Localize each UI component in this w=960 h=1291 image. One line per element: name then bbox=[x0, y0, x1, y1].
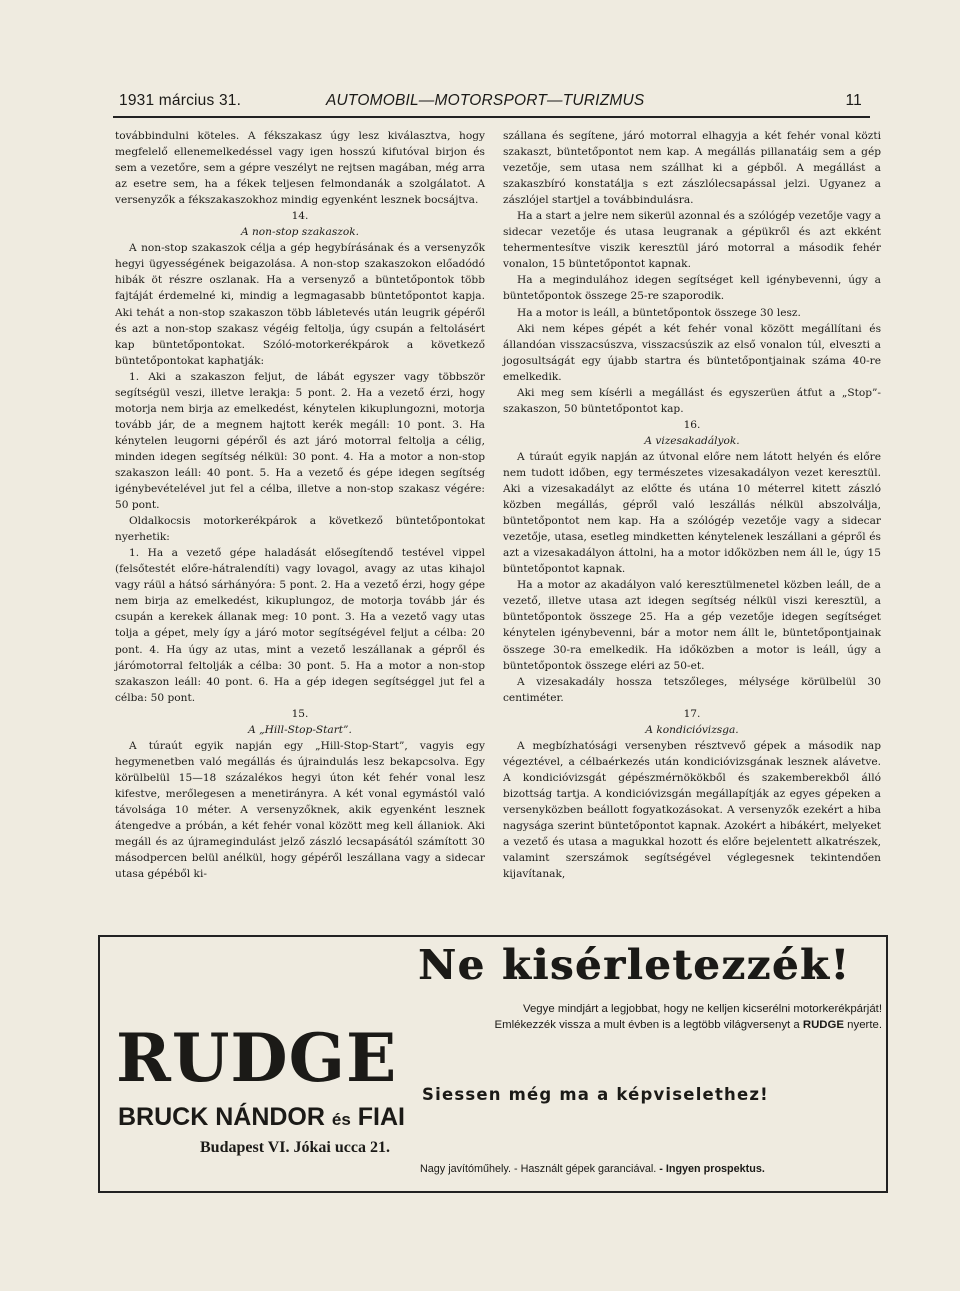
paragraph: 1. Ha a vezető gépe haladását elősegítendő testével vippel (felsőtestét előre-hátralendíti) vagy lovagol, avagy az utas kihajol vagy ráül a hátsó sárhányóra: 5 pont. 2. Ha a vezető érzi, hogy gépe nem birja az emelkedést, kikuplungoz, de motorja tovább jár és csupán a kerekek állanak meg: 10 pont. 3. Ha a vezető vagy utas tolja a gépet, mely így a járó motor segítségével feljut a célba: 20 pont. 4. Ha úgy az utas, mint a vezető leszállanak a gépről és járómotorral feltolják a célba: 30 pont. 5. Ha a motor a non-stop szakaszon leáll: 40 pont. 6. Ha a gép idegen segítséggel jut fel a célba: 50 pont. bbox=[115, 547, 485, 704]
paragraph: A megbízhatósági versenyben résztvevő gépek a második nap végeztével, a célbaérkezés után kondicióvizsgának lesznek alávetve. A kondicióvizsgát gépészmérnökökből és szakemberekből álló bizottság tartja. A kondicióvizsgán megállapítják az egyes gépeken a versenyközben beállott fogyatkozásokat. A versenyzők ezekért a hiba nagysága szerint büntetőpontot kapnak. Azokért a hibákért, melyeket a vezető és utasa a magukkal hozott és előre bejelentett alkatrészek, valamint szerszámok segítségével véglegesnek tekintendően kijavítanak, bbox=[503, 739, 881, 881]
ad-footer bbox=[420, 1163, 765, 1175]
paragraph: A non-stop szakaszok célja a gép hegybírásának és a versenyzők hegyi ügyességének beigazolása. A non-stop szakaszokon előadódó hibák öt részre oszlanak. Ha a versenyző a büntetőpontok több fajtáját érdemelné ki, mindig a legmagasabb büntetőpontot kapja. Aki tehát a non-stop szakaszon több lábletevés után leugrik gépéről és azt a non-stop szakasz végéig feltolja, úgy csupán a feltolásért kap büntetőpontokat. Szóló-motorkerékpárok a következő büntetőpontokat kaphatják: bbox=[115, 242, 485, 367]
ad-footer-used: - Használt gépek garanciával. bbox=[514, 1163, 660, 1175]
right-column bbox=[503, 128, 881, 882]
ad-headline: Ne kisérletezzék! bbox=[418, 941, 851, 989]
rudge-logo: RUDGE bbox=[116, 1019, 398, 1097]
ad-tagline-brand: RUDGE bbox=[802, 1019, 844, 1031]
ad-footer-prospectus: - Ingyen prospektus. bbox=[659, 1163, 765, 1175]
section-title: A vizesakadályok. bbox=[644, 434, 740, 447]
company-name-c: FIAI bbox=[350, 1103, 405, 1131]
ad-tagline-end: nyerte. bbox=[844, 1019, 882, 1031]
company-address: Budapest VI. Jókai ucca 21. bbox=[200, 1139, 390, 1156]
section-title: A non-stop szakaszok. bbox=[240, 226, 360, 239]
paragraph: A túraút egyik napján egy „Hill-Stop-Start”, vagyis egy hegymenetben való megállás és újraindulás lesz bekapcsolva. Egy körülbelül 15—18 százalékos hegyi úton két fehér vonal lesz kifestve, merőlegesen a menetirányra. A két vonal egymástól való távolsága 10 méter. A versenyzőknek, akik egyenként lesznek átengedve a próbán, a két fehér vonal között meg kell állaniok. Aki megáll és az újramegindulást jelző zászló lecsapásától számított 30 másodpercen belül anélkül, hogy gépéről leszállana vagy a sidecar utasa gépéből ki- bbox=[115, 739, 485, 881]
paragraph: Ha a start a jelre nem sikerül azonnal és a szólógép vezetője vagy a sidecar vezetője és utasa leugranak a gépükről és azt ekként tehermentesítve viszik keresztül járó motorral a második fehér vonalon, 15 büntetőpontot kapnak. bbox=[503, 210, 881, 271]
left-column bbox=[115, 128, 485, 882]
paragraph: továbbindulni köteles. A fékszakasz úgy lesz kiválasztva, hogy megfelelő ellenemelkedéssel vagy igen hosszú kifutóval birjon és sem a vezetőre, sem a gépre veszélyt ne rejtsen magában, még arra az esetre sem, ha a fékek teljesen felmondanák a szolgálatot. A versenyzők a fékszakaszokhoz mindig egyenként lesznek bocsájtva. bbox=[115, 130, 485, 207]
paragraph: Aki nem képes gépét a két fehér vonal között megállítani és állandóan visszacsúszva, visszacsúszik az első vonalon túl, elveszti a jogosultságát egy újabb startra és büntetőpontjainak száma 40-re emelkedik. bbox=[503, 322, 881, 383]
ad-tagline-line-1: Vegye mindjárt a legjobbat, hogy ne kelljen kicserélni motorkerékpárját! bbox=[523, 1003, 882, 1015]
paragraph: Oldalkocsis motorkerékpárok a következő büntetőpontokat nyerhetik: bbox=[115, 515, 485, 544]
paragraph: A vizesakadály hossza tetszőleges, mélysége körülbelül 30 centiméter. bbox=[503, 675, 881, 704]
ad-tagline bbox=[420, 1001, 882, 1033]
company-name bbox=[118, 1103, 405, 1132]
rudge-advertisement bbox=[98, 935, 888, 1193]
magazine-title: AUTOMOBIL—MOTORSPORT—TURIZMUS bbox=[326, 92, 645, 109]
company-name-a: BRUCK NÁNDOR bbox=[118, 1103, 332, 1131]
page-number: 11 bbox=[845, 92, 862, 109]
ad-footer-workshop: Nagy javítóműhely. bbox=[420, 1163, 515, 1175]
ad-tagline-line-2 bbox=[420, 1017, 882, 1033]
section-number: 16. bbox=[683, 418, 701, 431]
issue-date: 1931 március 31. bbox=[119, 92, 242, 109]
paragraph: Ha a megindulához idegen segítséget kell igénybevenni, úgy a büntetőpontok összege 25-re szaporodik. bbox=[503, 274, 881, 303]
paragraph: Ha a motor is leáll, a büntetőpontok összege 30 lesz. bbox=[517, 306, 801, 319]
section-number: 15. bbox=[291, 707, 309, 720]
paragraph: Aki meg sem kísérli a megállást és egyszerüen átfut a „Stop”-szakaszon, 50 büntetőpontot kap. bbox=[503, 386, 881, 415]
paragraph: 1. Aki a szakaszon feljut, de lábát egyszer vagy többször segítségül veszi, illetve lerakja: 5 pont. 2. Ha a vezető érzi, hogy motorja nem birja az emelkedést, kénytelen kikuplungozni, motorja tovább jár, de a megnem hajtott kerék megáll: 10 pont. 3. Ha kénytelen leugorni gépéről és azt járó motorral feltolja a célig, minden idegen segítség nélkül: 30 pont. 4. Ha a motor a non-stop szakaszon leáll: 40 pont. 5. Ha a vezető és gépe idegen segítség igénybevételével jut fel a célba, illetve a non-stop szakasz végére: 50 pont. bbox=[115, 370, 485, 512]
section-title: A „Hill-Stop-Start”. bbox=[248, 723, 352, 736]
page-header bbox=[113, 90, 870, 118]
ad-tagline-text: Emlékezzék vissza a mult évben is a legtöbb világversenyt a bbox=[494, 1019, 803, 1031]
ad-slogan: Siessen még ma a képviselethez! bbox=[422, 1085, 769, 1104]
company-name-and: és bbox=[331, 1110, 351, 1129]
section-number: 14. bbox=[291, 210, 309, 223]
paragraph: Ha a motor az akadályon való keresztülmenetel közben leáll, de a vezető, illetve utasa azt idegen segítség nélkül viszi keresztül, a büntetőpontok összege 25. Ha a gép vezetője idegen segítséget kénytelen igénybevenni, bár a motor nem állt le, büntetőpontjainak összege 30-ra emelkedik. Ha időközben a motor is leáll, úgy a büntetőpontok összege eléri az 50-et. bbox=[503, 579, 881, 672]
paragraph: A túraút egyik napján az útvonal előre nem látott helyén és előre nem tudott időben, egy természetes vizesakadályon vezet keresztül. Aki a vizesakadályt az előtte és utána 10 méterrel kitett zászló közben megállás, gépről való leszállás nélkül abszolválja, büntetőpontot nem kap. Ha a szólógép vezetője vagy a sidecar vezetője, utasa, esetleg mindketten kénytelenek leszállani a gépről és azt a vizesakadályon áttolni, ha a motor időközben nem áll le, úgy 15 büntetőpontot kapnak. bbox=[503, 450, 881, 576]
paragraph: szállana és segítene, járó motorral elhagyja a két fehér vonal közti szakaszt, büntetőpontot nem kap. A megállás pillanatáig sem a gép vezetője, sem utasa nem szállhat ki a gépből. A megállást a szakaszbíró konstatálja s ezt zászlólecsapással jelzi. Ugyanez a zászlójel startjel a továbbindulásra. bbox=[503, 130, 881, 207]
section-number: 17. bbox=[683, 707, 701, 720]
section-title: A kondicióvizsga. bbox=[645, 723, 739, 736]
